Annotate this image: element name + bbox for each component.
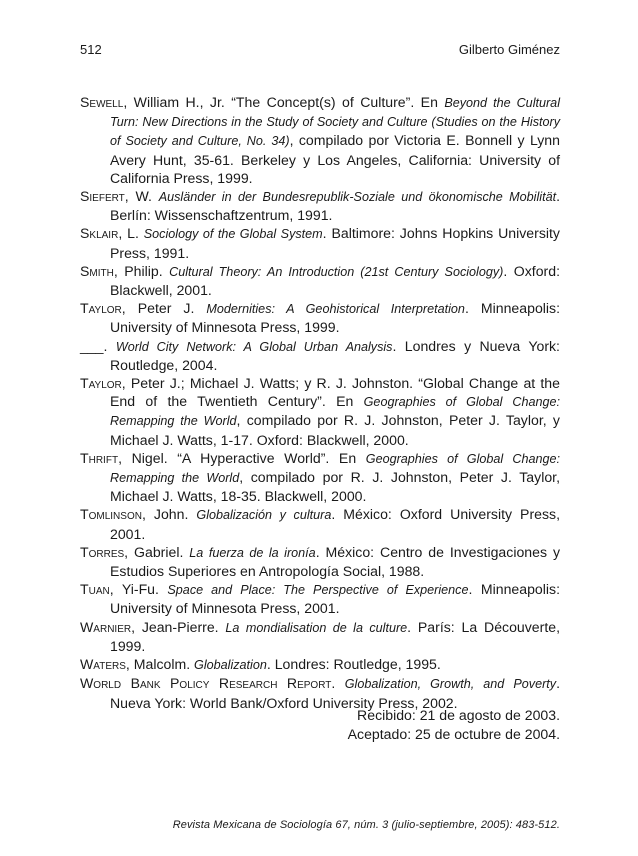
reference-author: Torres xyxy=(80,543,125,560)
reference-title: Sociology of the Global System xyxy=(143,227,323,242)
reference-tail: . París: La Découverte, 1999. xyxy=(110,618,561,654)
reference-entry xyxy=(80,449,560,506)
reference-author: Tomlinson xyxy=(80,506,142,523)
reference-entry xyxy=(80,505,560,542)
reference-text: , L. xyxy=(118,225,144,242)
running-head xyxy=(80,42,560,57)
reference-text: , Nigel. “A Hyperactive World”. En xyxy=(118,449,366,466)
reference-tail: . Minneapolis: University of Minnesota Press, 2001. xyxy=(110,581,560,617)
reference-author: Siefert xyxy=(80,188,125,205)
reference-tail: . Londres: Routledge, 1995. xyxy=(266,656,441,673)
reference-tail: . México: Centro de Investigaciones y Estudios Superiores en Antropología Social, 1988. xyxy=(110,543,560,580)
reference-entry xyxy=(80,262,560,299)
reference-title: Globalization xyxy=(194,658,267,673)
reference-entry xyxy=(80,655,560,674)
reference-author: Tuan xyxy=(80,581,110,598)
reference-text: , Gabriel. xyxy=(124,543,190,560)
page-number: 512 xyxy=(80,42,102,57)
reference-list xyxy=(80,93,560,712)
reference-entry xyxy=(80,618,560,655)
reference-tail: , compilado por Victoria E. Bonnell y Lynn Avery Hunt, 35-61. Berkeley y Los Angeles, California: University of California Press, 1999. xyxy=(110,132,560,186)
received-date: Recibido: 21 de agosto de 2003. xyxy=(357,707,560,723)
reference-entry xyxy=(80,224,560,261)
running-author: Gilberto Giménez xyxy=(458,42,560,57)
reference-title: World City Network: A Global Urban Analysis xyxy=(115,339,393,354)
reference-title: Geographies of Global Change: Remapping the World xyxy=(110,451,560,486)
reference-text: , Malcolm. xyxy=(125,656,195,673)
reference-text: , Yi-Fu. xyxy=(109,581,168,598)
reference-author: Sklair xyxy=(80,225,119,242)
reference-entry xyxy=(80,543,560,580)
reference-entry xyxy=(80,337,560,374)
reference-title: Globalización y cultura xyxy=(196,508,332,523)
reference-title: Modernities: A Geohistorical Interpretation xyxy=(206,302,465,317)
accepted-date: Aceptado: 25 de octubre de 2004. xyxy=(347,726,560,742)
reference-entry xyxy=(80,187,560,224)
reference-tail: , compilado por R. J. Johnston, Peter J. Taylor, y Michael J. Watts, 1-17. Oxford: Blackwell, 2000. xyxy=(110,412,560,448)
reference-text: , Philip. xyxy=(113,262,170,279)
reference-author: Waters xyxy=(80,656,126,673)
reference-title: Ausländer in der Bundesrepublik-Soziale und ökonomische Mobilität xyxy=(158,190,557,205)
reference-entry xyxy=(80,93,560,187)
reference-entry xyxy=(80,580,560,617)
reference-title: Beyond the Cultural Turn: New Directions in the Study of Society and Culture (Studies on the History of Society and Culture, No. 34) xyxy=(110,96,560,149)
reference-author: Sewell xyxy=(80,94,124,110)
reference-author: Smith xyxy=(80,262,114,279)
reference-text: , John. xyxy=(141,506,197,523)
reference-text: , W. xyxy=(124,188,159,205)
reference-entry xyxy=(80,374,560,449)
reference-author: World Bank Policy Research Report xyxy=(80,675,332,692)
reference-author: Thrift xyxy=(80,449,119,466)
reference-title: Globalization, Growth, and Poverty xyxy=(344,677,557,692)
reference-tail: . Londres y Nueva York: Routledge, 2004. xyxy=(110,337,560,373)
reference-text: . xyxy=(331,675,345,692)
received-dates xyxy=(348,706,560,744)
reference-tail: . Berlín: Wissenschaftzentrum, 1991. xyxy=(110,188,560,224)
reference-title: Space and Place: The Perspective of Experience xyxy=(167,583,469,598)
reference-tail: . Minneapolis: University of Minnesota Press, 1999. xyxy=(110,300,561,336)
reference-tail: . Nueva York: World Bank/Oxford University Press, 2002. xyxy=(110,675,560,711)
reference-title: La fuerza de la ironía xyxy=(189,545,316,560)
reference-text: ___. xyxy=(80,337,116,354)
reference-text: , Peter J. xyxy=(121,300,207,317)
reference-tail: . Baltimore: Johns Hopkins University Press, 1991. xyxy=(110,225,560,261)
reference-tail: , compilado por R. J. Johnston, Peter J. Taylor, Michael J. Watts, 18-35. Blackwell, 2000. xyxy=(110,469,560,505)
reference-text: , Jean-Pierre. xyxy=(131,618,226,635)
reference-title: Geographies of Global Change: Remapping the World xyxy=(110,395,560,429)
reference-title: La mondialisation de la culture xyxy=(225,620,408,635)
reference-tail: . México: Oxford University Press, 2001. xyxy=(110,506,560,542)
reference-text: , William H., Jr. “The Concept(s) of Culture”. En xyxy=(123,94,445,110)
reference-author: Taylor xyxy=(80,300,122,317)
reference-author: Taylor xyxy=(80,375,122,392)
reference-tail: . Oxford: Blackwell, 2001. xyxy=(110,262,560,299)
reference-text: , Peter J.; Michael J. Watts; y R. J. Johnston. “Global Change at the End of the Twentieth Century”. En xyxy=(110,375,560,410)
journal-footer: Revista Mexicana de Sociología 67, núm. 3 (julio-septiembre, 2005): 483-512. xyxy=(172,819,560,831)
reference-title: Cultural Theory: An Introduction (21st Century Sociology) xyxy=(169,264,504,279)
reference-entry xyxy=(80,299,560,336)
reference-author: Warnier xyxy=(80,618,132,635)
